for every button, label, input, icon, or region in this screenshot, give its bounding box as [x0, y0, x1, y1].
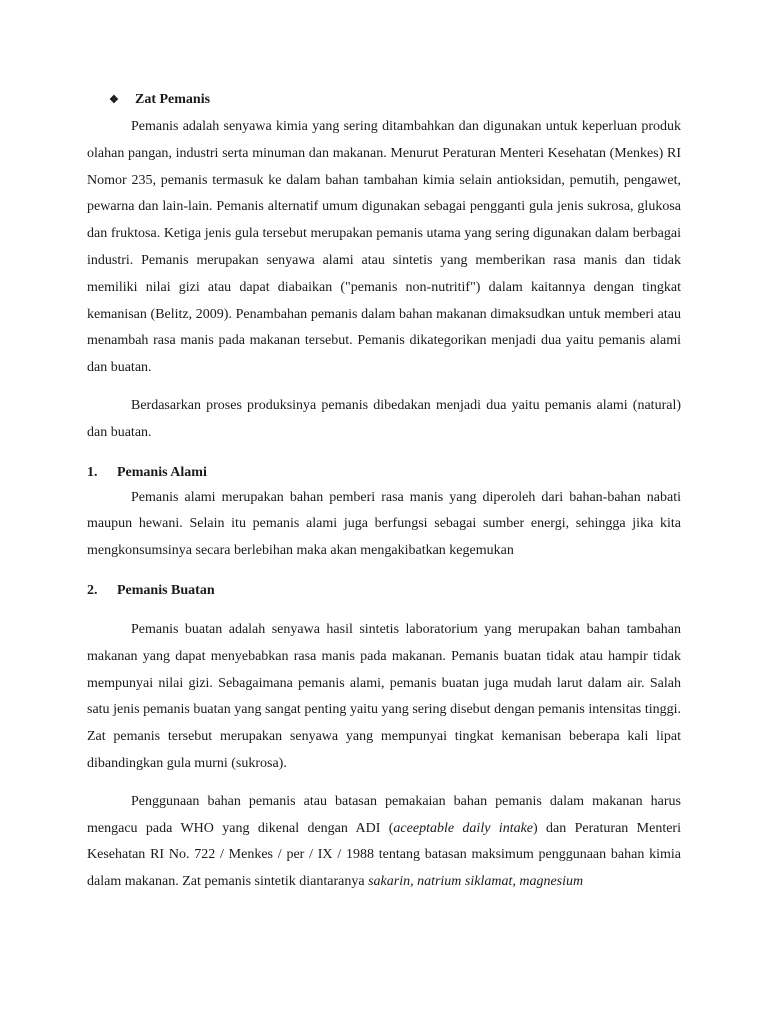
subheading-pemanis-alami [87, 461, 681, 485]
subheading-number: 2. [87, 582, 98, 598]
paragraph-5-italic-adi: aceeptable daily intake [393, 820, 534, 836]
subheading-text: Pemanis Buatan [117, 582, 215, 598]
section-heading [87, 88, 681, 112]
subheading-pemanis-buatan [87, 579, 681, 603]
paragraph-5-text-c: ) dan Peraturan Menteri Kesehatan RI No. 722 / Menkes / per / IX / 1988 tentang batasan maksimum penggunaan bahan kimia dalam makanan. Zat pemanis sintetik diantaranya [87, 820, 681, 890]
paragraph-4: Pemanis buatan adalah senyawa hasil sintetis laboratorium yang merupakan bahan tambahan makanan yang dapat menyebabkan rasa manis pada makanan. Pemanis buatan tidak atau hampir tidak mempunyai nilai gizi. Sebagaimana pemanis alami, pemanis buatan juga mudah larut dalam air. Salah satu jenis pemanis buatan yang sangat penting yaitu yang sering disebut dengan pemanis intensitas tinggi. Zat pemanis tersebut merupakan senyawa yang mempunyai tingkat kemanisan beberapa kali lipat dibandingkan gula murni (sukrosa). [87, 621, 681, 771]
paragraph-5-italic-sweeteners: sakarin, natrium siklamat, magnesium [368, 874, 584, 890]
paragraph-5-text-a: Penggunaan bahan pemanis atau batasan pemakaian bahan pemanis dalam makanan harus mengacu pada WHO yang dikenal dengan ADI ( [87, 793, 681, 836]
diamond-bullet-icon: ❖ [109, 94, 119, 106]
paragraph-5 [87, 789, 681, 896]
subheading-text: Pemanis Alami [117, 464, 207, 480]
subheading-number: 1. [87, 464, 98, 480]
section-title: Zat Pemanis [135, 92, 211, 107]
paragraph-2: Berdasarkan proses produksinya pemanis dibedakan menjadi dua yaitu pemanis alami (natural) dan buatan. [87, 397, 681, 440]
paragraph-1: Pemanis adalah senyawa kimia yang sering ditambahkan dan digunakan untuk keperluan produk olahan pangan, industri serta minuman dan makanan. Menurut Peraturan Menteri Kesehatan (Menkes) RI Nomor 235, pemanis termasuk ke dalam bahan tambahan kimia selain antioksidan, pemutih, pengawet, pewarna dan lain-lain. Pemanis alternatif umum digunakan sebagai pengganti gula jenis sukrosa, glukosa dan fruktosa. Ketiga jenis gula tersebut merupakan pemanis utama yang sering digunakan dalam berbagai industri. Pemanis merupakan senyawa alami atau sintetis yang memberikan rasa manis dan tidak memiliki nilai gizi atau dapat diabaikan ("pemanis non-nutritif") dalam kaitannya dengan tingkat kemanisan (Belitz, 2009). Penambahan pemanis dalam bahan makanan dimaksudkan untuk memberi atau menambah rasa manis pada makanan tersebut. Pemanis dikategorikan menjadi dua yaitu pemanis alami dan buatan. [87, 119, 681, 376]
paragraph-3: Pemanis alami merupakan bahan pemberi rasa manis yang diperoleh dari bahan-bahan nabati maupun hewani. Selain itu pemanis alami juga berfungsi sebagai sumber energi, sehingga jika kita mengkonsumsinya secara berlebihan maka akan mengakibatkan kegemukan [87, 489, 681, 559]
